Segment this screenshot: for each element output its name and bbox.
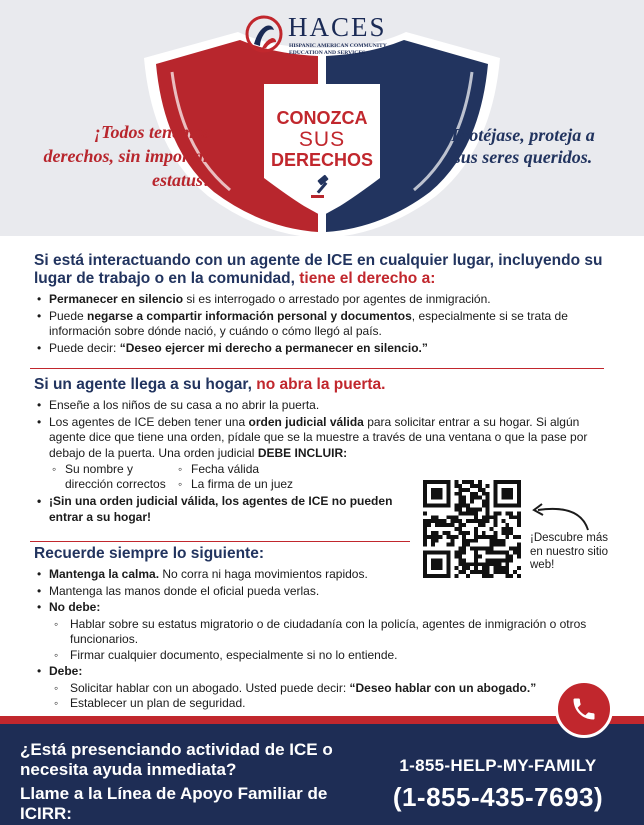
warrant-col-1 — [49, 462, 175, 491]
phone-icon — [570, 695, 598, 723]
logo-subtitle: HISPANIC AMERICAN COMMUNITY EDUCATION AND SERVICES — [289, 43, 387, 56]
phone-button[interactable] — [555, 680, 613, 738]
list-item: ◦ Establecer un plan de seguridad. — [49, 696, 618, 712]
list-item: ◦ La firma de un juez — [175, 477, 293, 492]
rights-section — [34, 252, 618, 357]
arrow-icon — [528, 498, 594, 534]
home-heading-main: Si un agente llega a su hogar, — [34, 376, 257, 393]
rights-heading-red: tiene el derecho a: — [299, 270, 436, 287]
phone-number[interactable]: (1-855-435-7693) — [392, 782, 604, 812]
list-item: ◦ Firmar cualquier documento, especialmente si no lo entiende. — [49, 648, 618, 664]
do-list — [49, 681, 618, 712]
remember-heading: Recuerde siempre lo siguiente: — [34, 545, 264, 562]
logo-name: HACES — [288, 12, 387, 42]
warrant-requirements — [34, 462, 618, 491]
help-line[interactable]: 1-855-HELP-MY-FAMILY — [399, 756, 597, 775]
crest-title — [265, 108, 379, 171]
crest-title-line1: CONOZCA — [276, 108, 368, 128]
list-item: • Mantenga la calma. No corra ni haga movimientos rapidos. — [34, 567, 618, 583]
dont-list — [49, 617, 618, 664]
remember-section — [34, 545, 618, 713]
list-item: ◦ Su nombre y dirección correctos — [49, 462, 175, 491]
slogan-right: Protéjase, proteja a sus seres queridos. — [451, 125, 595, 167]
list-item: ◦ Hablar sobre su estatus migratorio o de ciudadanía con la policía, agentes de inmigración o otros funcionarios. — [49, 617, 618, 648]
rights-heading — [34, 252, 618, 288]
list-item: ◦ Solicitar hablar con un abogado. Usted puede decir: “Deseo hablar con un abogado.” — [49, 681, 618, 697]
qr-caption: ¡Descubre más en nuestro sitio web! — [530, 532, 608, 571]
header-banner — [0, 0, 644, 236]
list-item: • Puede decir: “Deseo ejercer mi derecho a permanecer en silencio.” — [34, 341, 618, 357]
list-item: • Mantenga las manos donde el oficial pueda verlas. — [34, 584, 618, 600]
list-item: • Los agentes de ICE deben tener una orden judicial válida para solicitar entrar a su hogar. Si algún agente dice que tiene una orden, pídale que se la muestre a través de una ventana o que la pase por debajo de la puerta. Una orden judicial DEBE INCLUIR: — [34, 415, 618, 462]
warrant-col-2 — [175, 462, 293, 491]
list-item: • Debe: ◦ Solicitar hablar con un abogado. Usted puede decir: “Deseo hablar con un abogado.” ◦ Establecer un plan de seguridad. — [34, 664, 618, 712]
home-heading — [34, 376, 618, 394]
slogan-left: ¡Todos tenemos derechos, sin importar estatus! — [43, 122, 210, 190]
list-item: • Enseñe a los niños de su casa a no abrir la puerta. — [34, 398, 618, 414]
footer-stripe — [0, 716, 644, 724]
footer — [0, 724, 644, 825]
section-divider — [30, 541, 410, 542]
home-list — [34, 398, 618, 461]
home-heading-red: no abra la puerta. — [256, 376, 386, 393]
rights-list — [34, 292, 618, 356]
section-divider — [30, 368, 604, 369]
footer-call-text: Llame a la Línea de Apoyo Familiar de ICIRR: — [20, 784, 328, 823]
remember-list — [34, 567, 618, 712]
crest-title-line3: DERECHOS — [270, 150, 373, 170]
list-item: • ¡Sin una orden judicial válida, los agentes de ICE no pueden entrar a su hogar! — [34, 494, 404, 525]
crest-title-line2: SUS — [298, 128, 346, 151]
home-list-2 — [34, 494, 404, 525]
list-item: • Puede negarse a compartir información personal y documentos, especialmente si se trata de información sobre dónde nació, y cuándo o cómo llegó al país. — [34, 309, 618, 340]
rights-heading-main: Si está interactuando con un agente de ICE en cualquier lugar, incluyendo su lugar de trabajo o en la comunidad, — [34, 252, 603, 287]
gavel-icon — [309, 174, 335, 200]
footer-question: ¿Está presenciando actividad de ICE o necesita ayuda inmediata? — [20, 740, 333, 779]
list-item: • Permanecer en silencio si es interrogado o arrestado por agentes de inmigración. — [34, 292, 618, 308]
haces-logo-icon — [244, 14, 284, 54]
haces-logo[interactable] — [238, 8, 408, 64]
list-item: ◦ Fecha válida — [175, 462, 293, 477]
list-item: • No debe: ◦ Hablar sobre su estatus migratorio o de ciudadanía con la policía, agentes de inmigración o otros funcionarios. ◦ Firmar cualquier documento, especialmente si no lo entiende. — [34, 600, 618, 663]
